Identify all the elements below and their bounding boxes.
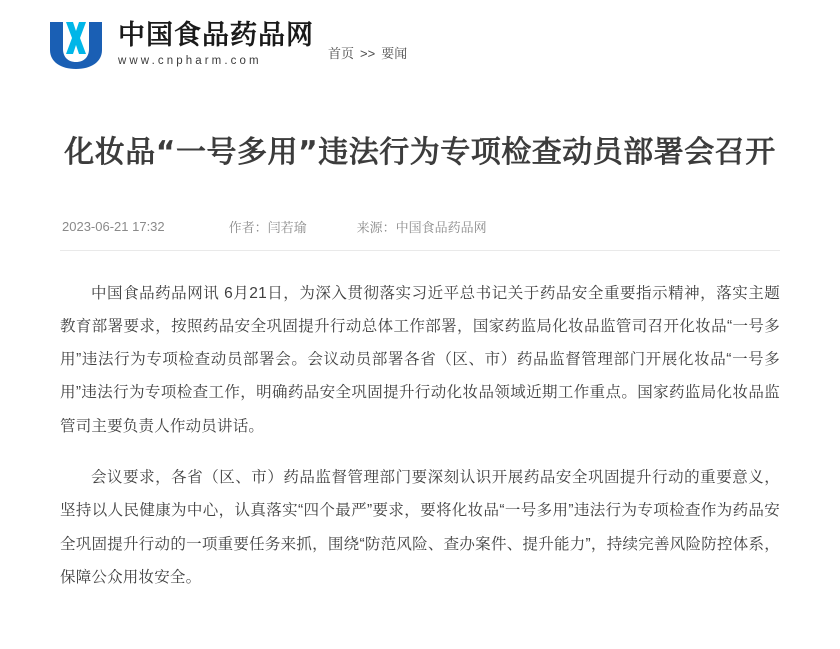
breadcrumb	[328, 43, 407, 72]
article-body	[60, 277, 780, 595]
page-title: 化妆品“一号多用”违法行为专项检查动员部署会召开	[64, 135, 776, 170]
article	[0, 130, 840, 594]
brand-url: www.cnpharm.com	[118, 55, 262, 68]
site-header	[0, 0, 840, 72]
article-meta	[60, 217, 780, 251]
breadcrumb-separator: >>	[360, 46, 376, 61]
article-source: 来源：中国食品药品网	[356, 219, 487, 235]
article-date: 2023-06-21 17:32	[62, 218, 165, 234]
breadcrumb-current[interactable]: 要闻	[381, 46, 408, 61]
breadcrumb-home[interactable]: 首页	[328, 46, 355, 61]
cnpharm-logo-icon	[46, 19, 106, 71]
brand-title: 中国食品药品网	[118, 20, 314, 52]
article-paragraph: 中国食品药品网讯 6月21日，为深入贯彻落实习近平总书记关于药品安全重要指示精神，落实主题教育部署要求，按照药品安全巩固提升行动总体工作部署，国家药监局化妆品监管司召开化妆品“一号多用”违法行为专项检查动员部署会。会议动员部署各省（区、市）药品监督管理部门开展化妆品“一号多用”违法行为专项检查工作，明确药品安全巩固提升行动化妆品领域近期工作重点。国家药监局化妆品监管司主要负责人作动员讲话。	[60, 284, 780, 435]
article-author: 作者：闫若瑜	[228, 219, 307, 235]
article-paragraph: 会议要求，各省（区、市）药品监督管理部门要深刻认识开展药品安全巩固提升行动的重要意义，坚持以人民健康为中心，认真落实“四个最严”要求，要将化妆品“一号多用”违法行为专项检查作为药品安全巩固提升行动的一项重要任务来抓，围绕“防范风险、查办案件、提升能力”，持续完善风险防控体系，保障公众用妆安全。	[60, 469, 780, 586]
site-brand[interactable]	[46, 19, 314, 71]
